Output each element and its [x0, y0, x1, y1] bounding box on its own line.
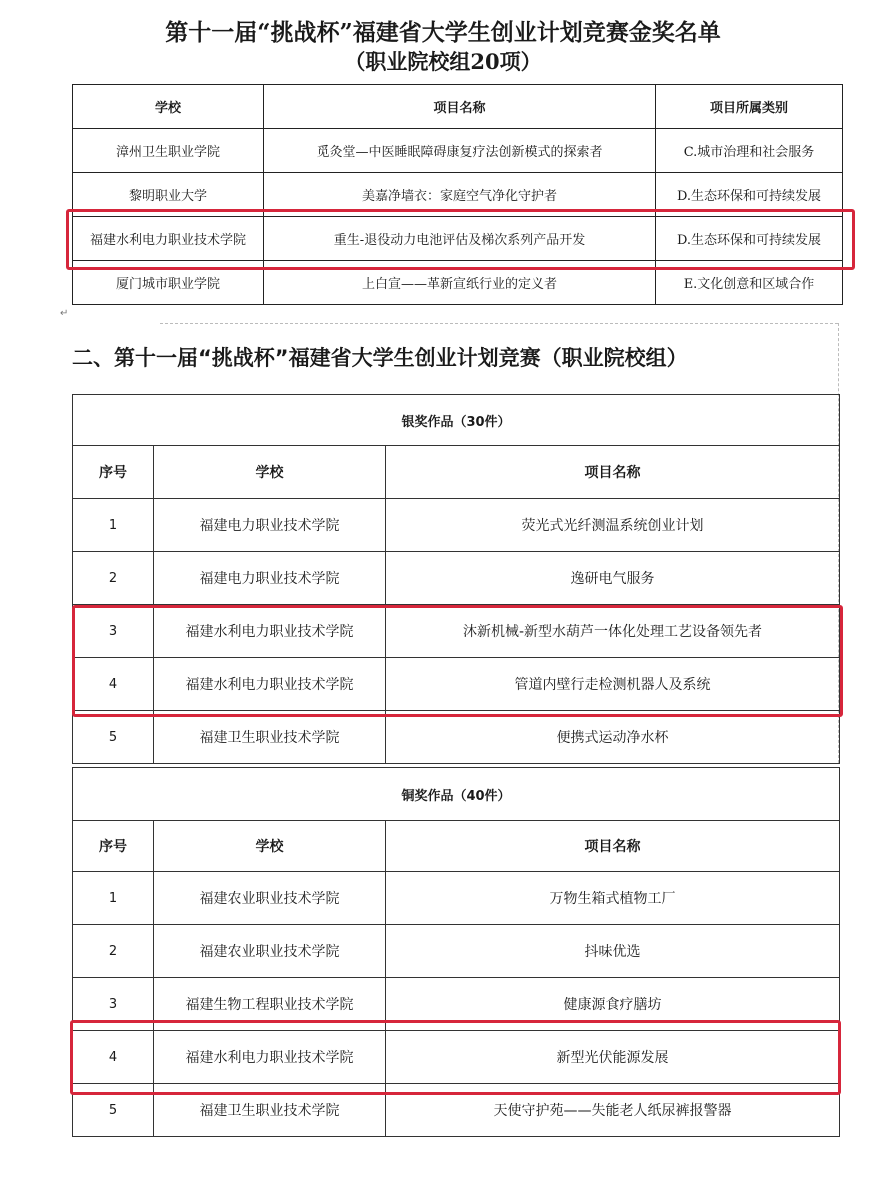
cell-category: D.生态环保和可持续发展: [656, 217, 843, 261]
bronze-award-table: [72, 767, 840, 1137]
cell-project: 上白宣——革新宣纸行业的定义者: [264, 261, 656, 305]
cell-school: 福建电力职业技术学院: [154, 499, 386, 552]
cell-project: 觅灸堂—中医睡眠障碍康复疗法创新模式的探索者: [264, 129, 656, 173]
table-header-row: [73, 446, 840, 499]
header-school: 学校: [154, 446, 386, 499]
cell-index: 1: [73, 499, 154, 552]
cell-school: 福建水利电力职业技术学院: [154, 1031, 386, 1084]
cell-project: 逸研电气服务: [386, 552, 840, 605]
cell-project: 天使守护苑——失能老人纸尿裤报警器: [386, 1084, 840, 1137]
cell-index: 5: [73, 711, 154, 764]
cell-project: 健康源食疗膳坊: [386, 978, 840, 1031]
cell-school: 福建农业职业技术学院: [154, 872, 386, 925]
page-boundary-line: [160, 323, 838, 324]
gold-award-table: [72, 84, 843, 305]
table-caption: 银奖作品（30件）: [73, 395, 840, 446]
cell-school: 福建卫生职业技术学院: [154, 1084, 386, 1137]
cell-project: 万物生箱式植物工厂: [386, 872, 840, 925]
table-row: [73, 925, 840, 978]
table-row: [73, 499, 840, 552]
table-row: [73, 605, 840, 658]
table-row: [73, 261, 843, 305]
cell-school: 黎明职业大学: [73, 173, 264, 217]
cell-school: 福建水利电力职业技术学院: [73, 217, 264, 261]
table-row: [73, 1084, 840, 1137]
cell-school: 福建生物工程职业技术学院: [154, 978, 386, 1031]
table-row: [73, 872, 840, 925]
header-project: 项目名称: [386, 446, 840, 499]
table-row: [73, 711, 840, 764]
table-row: [73, 173, 843, 217]
cell-category: C.城市治理和社会服务: [656, 129, 843, 173]
cell-school: 福建水利电力职业技术学院: [154, 605, 386, 658]
header-index: 序号: [73, 446, 154, 499]
cell-project: 荧光式光纤测温系统创业计划: [386, 499, 840, 552]
cell-index: 1: [73, 872, 154, 925]
table-caption: 铜奖作品（40件）: [73, 768, 840, 821]
cell-school: 福建水利电力职业技术学院: [154, 658, 386, 711]
cell-project: 便携式运动净水杯: [386, 711, 840, 764]
cell-school: 厦门城市职业学院: [73, 261, 264, 305]
cell-index: 2: [73, 552, 154, 605]
cell-project: 管道内壁行走检测机器人及系统: [386, 658, 840, 711]
cell-project: 美嘉净墙衣：家庭空气净化守护者: [264, 173, 656, 217]
cell-index: 5: [73, 1084, 154, 1137]
header-school: 学校: [73, 85, 264, 129]
cell-project: 沐新机械-新型水葫芦一体化处理工艺设备领先者: [386, 605, 840, 658]
cell-index: 3: [73, 605, 154, 658]
cell-category: E.文化创意和区域合作: [656, 261, 843, 305]
cell-index: 2: [73, 925, 154, 978]
silver-award-table: [72, 394, 840, 764]
cell-project: 抖味优选: [386, 925, 840, 978]
header-category: 项目所属类别: [656, 85, 843, 129]
cell-index: 3: [73, 978, 154, 1031]
cell-index: 4: [73, 1031, 154, 1084]
document-title: 第十一届“挑战杯”福建省大学生创业计划竞赛金奖名单: [165, 19, 721, 46]
table-caption-row: [73, 768, 840, 821]
header-index: 序号: [73, 821, 154, 872]
table-row: [73, 129, 843, 173]
table-row: [73, 217, 843, 261]
table-header-row: [73, 85, 843, 129]
header-school: 学校: [154, 821, 386, 872]
table-row: [73, 1031, 840, 1084]
cell-index: 4: [73, 658, 154, 711]
cell-school: 福建农业职业技术学院: [154, 925, 386, 978]
table-row: [73, 978, 840, 1031]
paragraph-mark: ↵: [60, 308, 69, 319]
table-row: [73, 552, 840, 605]
cell-project: 重生-退役动力电池评估及梯次系列产品开发: [264, 217, 656, 261]
cell-school: 福建电力职业技术学院: [154, 552, 386, 605]
section-heading: 二、第十一届“挑战杯”福建省大学生创业计划竞赛（职业院校组）: [72, 346, 688, 370]
header-project: 项目名称: [264, 85, 656, 129]
cell-category: D.生态环保和可持续发展: [656, 173, 843, 217]
cell-project: 新型光伏能源发展: [386, 1031, 840, 1084]
cell-school: 福建卫生职业技术学院: [154, 711, 386, 764]
header-project: 项目名称: [386, 821, 840, 872]
cell-school: 漳州卫生职业学院: [73, 129, 264, 173]
table-header-row: [73, 821, 840, 872]
table-caption-row: [73, 395, 840, 446]
table-row: [73, 658, 840, 711]
document-subtitle: （职业院校组20项）: [344, 49, 542, 74]
